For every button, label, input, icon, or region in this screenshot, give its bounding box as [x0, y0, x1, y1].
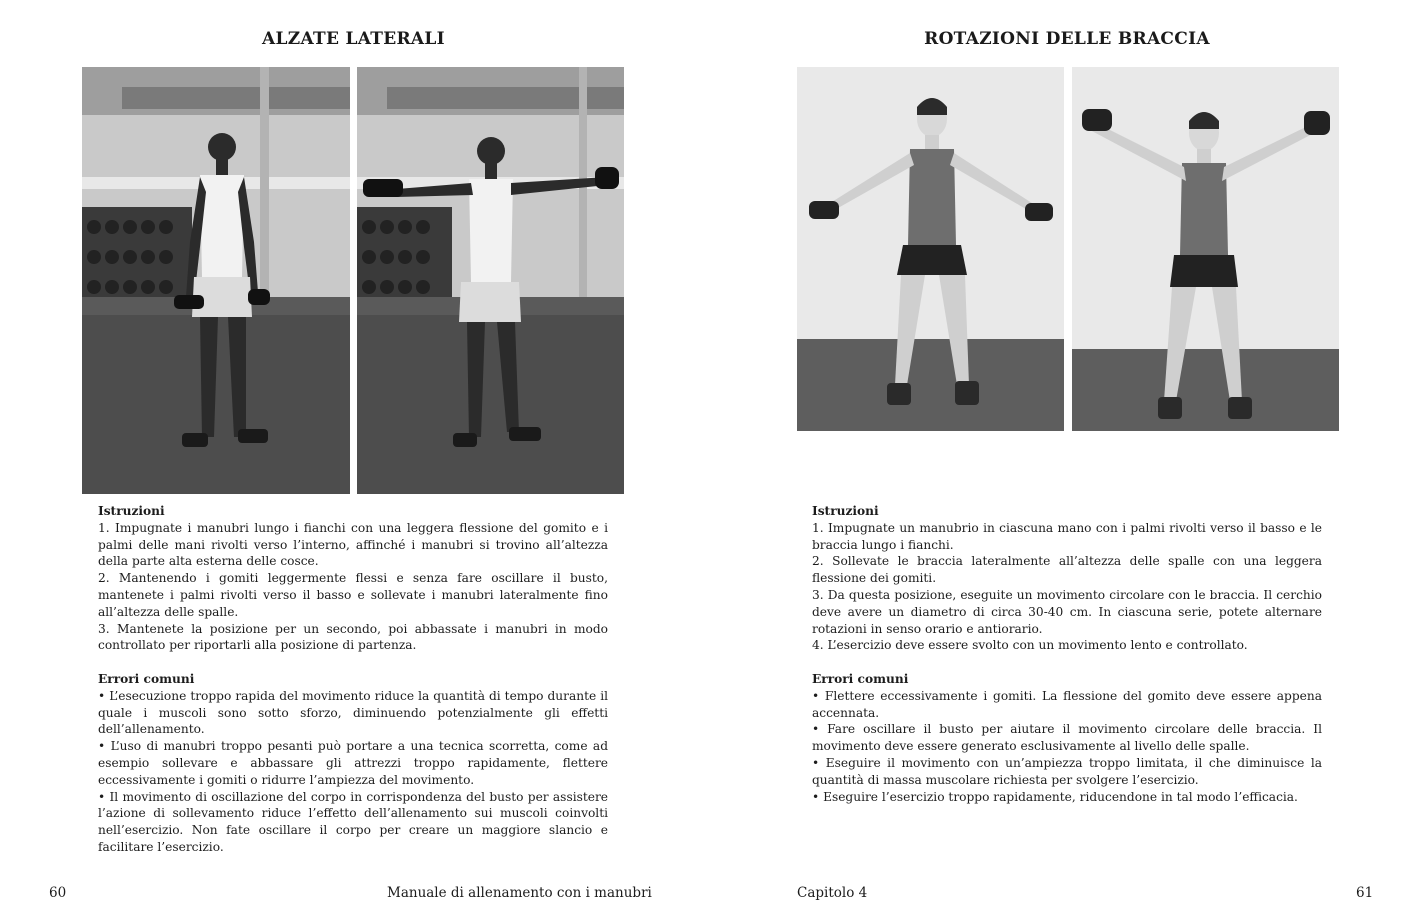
instruction-step: 1. Impugnate un manubrio in ciascuna mano con i palmi rivolti verso il basso e le braccia lungo i fianchi.: [812, 520, 1322, 552]
common-error-item: • Eseguire l’esercizio troppo rapidamente, riducendone in tal modo l’efficacia.: [812, 789, 1298, 804]
exercise-title: ALZATE LATERALI: [262, 29, 445, 49]
running-header: Capitolo 4: [797, 885, 868, 901]
common-error-item: • Eseguire il movimento con un’ampiezza troppo limitata, il che diminuisce la quantità di massa muscolare richiesta per svolgere l’esercizio.: [812, 755, 1322, 787]
exercise-photo-end-position: [357, 67, 624, 494]
instruction-step: 3. Da questa posizione, eseguite un movimento circolare con le braccia. Il cerchio deve avere un diametro di circa 30-40 cm. In ciascuna serie, potete alternare rotazioni in senso orario e antiorario.: [812, 587, 1322, 636]
common-error-item: • Flettere eccessivamente i gomiti. La flessione del gomito deve essere appena accennata.: [812, 688, 1322, 720]
instruction-step: 4. L’esercizio deve essere svolto con un movimento lento e controllato.: [812, 638, 1248, 653]
common-error-item: • L’uso di manubri troppo pesanti può portare a una tecnica scorretta, come ad esempio sollevare e abbassare gli attrezzi troppo rapidamente, flettere eccessivamente i gomiti o ridurre l’ampiezza del movimento.: [98, 739, 608, 787]
errors-heading: Errori comuni: [98, 671, 195, 686]
errors-heading: Errori comuni: [812, 671, 909, 686]
exercise-photo-start-position: [797, 67, 1064, 431]
common-error-item: • Fare oscillare il busto per aiutare il movimento circolare delle braccia. Il movimento deve essere generato esclusivamente al livello delle spalle.: [812, 722, 1322, 754]
studio-photo-illustration: [1072, 67, 1339, 431]
common-error-item: • Il movimento di oscillazione del corpo in corrispondenza del busto per assistere l’azione di sollevamento riduce l’effetto dell’allenamento sui muscoli coinvolti nell’esercizio. Non fate oscillare il corpo per creare un maggiore slancio e facilitare l’esercizio.: [98, 789, 608, 854]
page-number: 61: [1356, 885, 1374, 901]
instruction-step: 3. Mantenete la posizione per un secondo, poi abbassate i manubri in modo controllato per riportarli alla posizione di partenza.: [98, 621, 608, 653]
instruction-step: 2. Mantenendo i gomiti leggermente flessi e senza fare oscillare il busto, mantenete i palmi rivolti verso il basso e sollevate i manubri lateralmente fino all’altezza delle spalle.: [98, 571, 608, 619]
instruction-step: 2. Sollevate le braccia lateralmente all’altezza delle spalle con una leggera flessione dei gomiti.: [812, 554, 1322, 586]
exercise-photo-end-position: [1072, 67, 1339, 431]
common-error-item: • L’esecuzione troppo rapida del movimento riduce la quantità di tempo durante il quale i muscoli sono sotto sforzo, diminuendo potenzialmente gli effetti dell’allenamento.: [98, 688, 608, 737]
exercise-instructions: [812, 503, 1322, 805]
running-footer: Manuale di allenamento con i manubri: [387, 885, 652, 901]
studio-photo-illustration: [797, 67, 1064, 431]
gym-photo-illustration: [357, 67, 624, 494]
exercise-title: ROTAZIONI DELLE BRACCIA: [924, 29, 1210, 49]
right-page: [710, 0, 1420, 909]
instruction-step: 1. Impugnate i manubri lungo i fianchi con una leggera flessione del gomito e i palmi delle mani rivolti verso l’interno, affinché i manubri si trovino all’altezza della parte alta esterna delle cosce.: [98, 520, 608, 569]
exercise-instructions: [98, 503, 608, 856]
instructions-heading: Istruzioni: [812, 504, 879, 518]
gym-photo-illustration: [82, 67, 350, 494]
exercise-photo-start-position: [82, 67, 350, 494]
instructions-heading: Istruzioni: [98, 504, 165, 518]
page-number: 60: [49, 885, 67, 901]
